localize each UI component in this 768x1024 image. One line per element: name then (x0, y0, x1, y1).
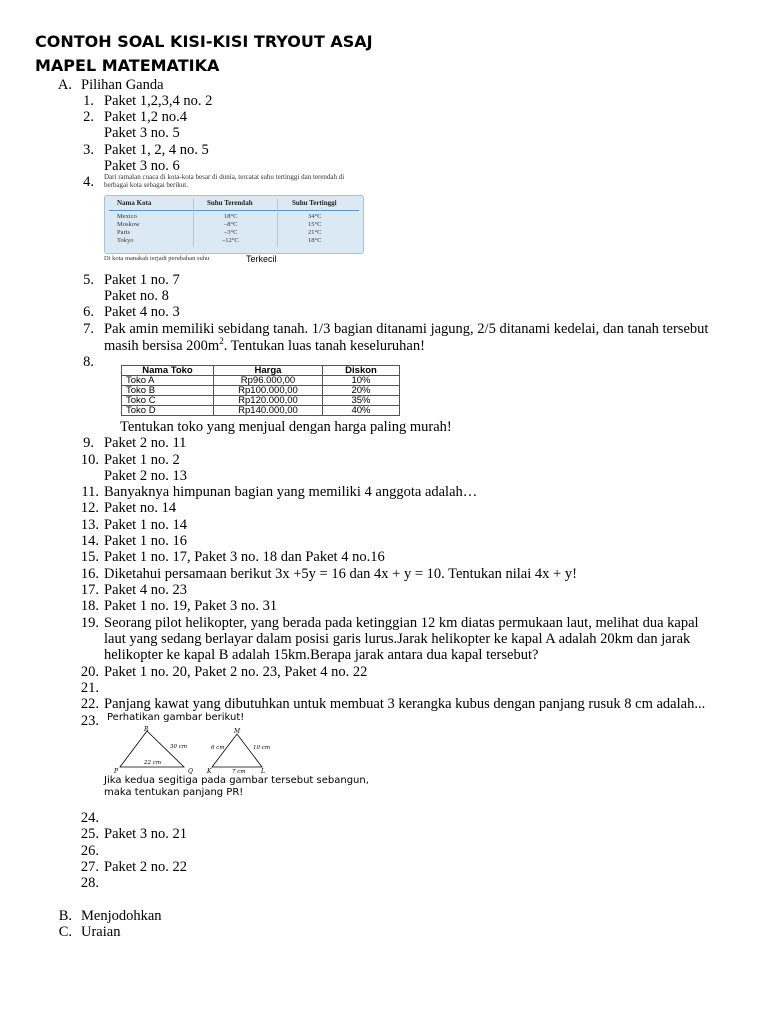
store-cell: Toko D (122, 406, 214, 416)
item-text: Paket 1,2 no.4 (104, 109, 187, 125)
answer-word: Terkecil (246, 254, 277, 264)
item-text: Paket 1 no. 14 (104, 517, 187, 533)
item-number: 8. (83, 354, 94, 370)
vertex-label: M (234, 728, 241, 735)
item-number: 23. (80, 713, 99, 729)
triangles-question-line: Jika kedua segitiga pada gambar tersebut sebangun, (104, 775, 369, 786)
weather-header: Nama Kota (117, 199, 152, 207)
weather-header-rule (109, 210, 359, 211)
item-number: 2. (83, 109, 94, 125)
item-text: Seorang pilot helikopter, yang berada pada ketinggian 12 km diatas permukaan laut, melihat dua kapal (104, 615, 699, 631)
vertex-label: L (261, 768, 265, 775)
weather-cell: –8°C (224, 221, 238, 228)
item-text: Paket 1 no. 17, Paket 3 no. 18 dan Paket 4 no.16 (104, 549, 385, 565)
weather-cell: Paris (117, 229, 130, 236)
item-number: 1. (83, 93, 94, 109)
item-text: Paket 1 no. 16 (104, 533, 187, 549)
item-number: 5. (83, 272, 94, 288)
weather-header: Suhu Terendah (207, 199, 253, 207)
store-header: Harga (214, 366, 323, 376)
item-number: 4. (83, 174, 94, 190)
weather-cell: Moskow (117, 221, 140, 228)
text-part: . Tentukan luas tanah keseluruhan! (223, 338, 425, 354)
text-part: masih bersisa 200m (104, 338, 220, 354)
item-number: 20. (80, 664, 99, 680)
item-number: 6. (83, 304, 94, 320)
item-text-cont: Paket 3 no. 6 (104, 158, 180, 174)
weather-cell: Tokyo (117, 237, 134, 244)
item-number: 11. (81, 484, 99, 500)
weather-table (104, 195, 364, 254)
weather-table-image (104, 173, 366, 267)
weather-cell: 18°C (224, 213, 238, 220)
item-number: 13. (80, 517, 99, 533)
superscript: 2 (219, 336, 224, 347)
weather-caption: Dari ramalan cuaca di kota-kota besar di dunia, tercatat suhu tertinggi dan terendah di berbagai kota sebagai berikut. (104, 173, 345, 189)
weather-cell: 21°C (308, 229, 322, 236)
store-header: Diskon (323, 366, 400, 376)
weather-cell: 18°C (308, 237, 322, 244)
weather-cell: –12°C (222, 237, 239, 244)
item-text-cont: helikopter ke kapal B adalah 15km.Berapa jarak antara dua kapal tersebut? (104, 647, 539, 663)
section-c-marker: C. (58, 924, 72, 940)
triangles-question (104, 775, 369, 799)
item-text: Paket 1 no. 2 (104, 452, 180, 468)
store-cell: 10% (323, 376, 400, 386)
item-text: Paket 1,2,3,4 no. 2 (104, 93, 213, 109)
triangles-intro: Perhatikan gambar berikut! (107, 712, 245, 723)
item-text: Paket 4 no. 23 (104, 582, 187, 598)
document-title: CONTOH SOAL KISI-KISI TRYOUT ASAJ (35, 32, 373, 51)
triangles-question-line: maka tentukan panjang PR! (104, 787, 244, 798)
item-number: 17. (80, 582, 99, 598)
store-cell: Toko B (122, 386, 214, 396)
item-number: 18. (80, 598, 99, 614)
side-label: 10 cm (253, 745, 271, 751)
item-text-cont (104, 338, 425, 354)
weather-question: Di kota manakah terjadi perubahan suhu (104, 255, 210, 262)
item-number: 12. (80, 500, 99, 516)
weather-header: Suhu Tertinggi (292, 199, 337, 207)
weather-col-divider (277, 199, 278, 247)
item-text: Paket 2 no. 11 (104, 435, 187, 451)
item-text-cont: Paket 2 no. 13 (104, 468, 187, 484)
item-number: 21. (80, 680, 99, 696)
store-cell: Rp96.000,00 (214, 376, 323, 386)
vertex-label: K (207, 768, 212, 775)
store-cell: Toko C (122, 396, 214, 406)
item-text: Panjang kawat yang dibutuhkan untuk membuat 3 kerangka kubus dengan panjang rusuk 8 cm adalah... (104, 696, 706, 712)
section-c-label: Uraian (81, 924, 121, 940)
triangles-figure (104, 712, 374, 804)
item-number: 3. (83, 142, 94, 158)
item-text: Paket 1 no. 7 (104, 272, 180, 288)
store-table (121, 365, 400, 416)
weather-cell: 15°C (308, 221, 322, 228)
item-text: Paket 2 no. 22 (104, 859, 187, 875)
item-text: Paket 1, 2, 4 no. 5 (104, 142, 209, 158)
item-text: Paket 4 no. 3 (104, 304, 180, 320)
item-text: Tentukan toko yang menjual dengan harga paling murah! (120, 419, 452, 435)
section-a-label: Pilihan Ganda (81, 77, 164, 93)
store-cell: 20% (323, 386, 400, 396)
side-label: 6 cm (211, 745, 225, 751)
item-number: 26. (80, 843, 99, 859)
item-text: Paket 1 no. 20, Paket 2 no. 23, Paket 4 no. 22 (104, 664, 368, 680)
weather-col-divider (193, 199, 194, 247)
vertex-label: Q (188, 768, 193, 775)
item-number: 16. (80, 566, 99, 582)
side-label: 7 cm (232, 769, 246, 775)
item-number: 25. (80, 826, 99, 842)
item-text: Banyaknya himpunan bagian yang memiliki 4 anggota adalah… (104, 484, 478, 500)
weather-cell: Mexico (117, 213, 137, 220)
store-cell: 40% (323, 406, 400, 416)
item-number: 9. (83, 435, 94, 451)
item-number: 27. (80, 859, 99, 875)
item-number: 14. (80, 533, 99, 549)
item-text-cont: Paket no. 8 (104, 288, 169, 304)
item-text: Pak amin memiliki sebidang tanah. 1/3 bagian ditanami jagung, 2/5 ditanami kedelai, dan tanah tersebut (104, 321, 709, 337)
store-cell: Toko A (122, 376, 214, 386)
item-number: 24. (80, 810, 99, 826)
store-cell: Rp120.000,00 (214, 396, 323, 406)
vertex-label: P (114, 768, 119, 775)
item-number: 7. (83, 321, 94, 337)
weather-cell: –3°C (224, 229, 238, 236)
item-number: 19. (80, 615, 99, 631)
side-label: 22 cm (144, 760, 162, 766)
item-number: 15. (80, 549, 99, 565)
section-b-label: Menjodohkan (81, 908, 162, 924)
item-text: Paket no. 14 (104, 500, 177, 516)
side-label: 30 cm (170, 744, 188, 750)
section-a-marker: A. (57, 77, 72, 93)
item-number: 10. (80, 452, 99, 468)
section-b-marker: B. (58, 908, 72, 924)
vertex-label: R (144, 726, 149, 733)
subject-title: MAPEL MATEMATIKA (35, 56, 220, 75)
item-text: Paket 3 no. 21 (104, 826, 187, 842)
item-text: Diketahui persamaan berikut 3x +5y = 16 dan 4x + y = 10. Tentukan nilai 4x + y! (104, 566, 577, 582)
item-number: 22. (80, 696, 99, 712)
item-number: 28. (80, 875, 99, 891)
store-header: Nama Toko (122, 366, 214, 376)
item-text: Paket 1 no. 19, Paket 3 no. 31 (104, 598, 278, 614)
store-cell: Rp140.000,00 (214, 406, 323, 416)
item-text-cont: laut yang sedang berlayar dalam posisi garis lurus.Jarak helikopter ke kapal A adalah 20km dan jarak (104, 631, 691, 647)
item-text-cont: Paket 3 no. 5 (104, 125, 180, 141)
triangles-diagram (104, 726, 374, 776)
weather-cell: 34°C (308, 213, 322, 220)
store-cell: 35% (323, 396, 400, 406)
store-cell: Rp100.000,00 (214, 386, 323, 396)
